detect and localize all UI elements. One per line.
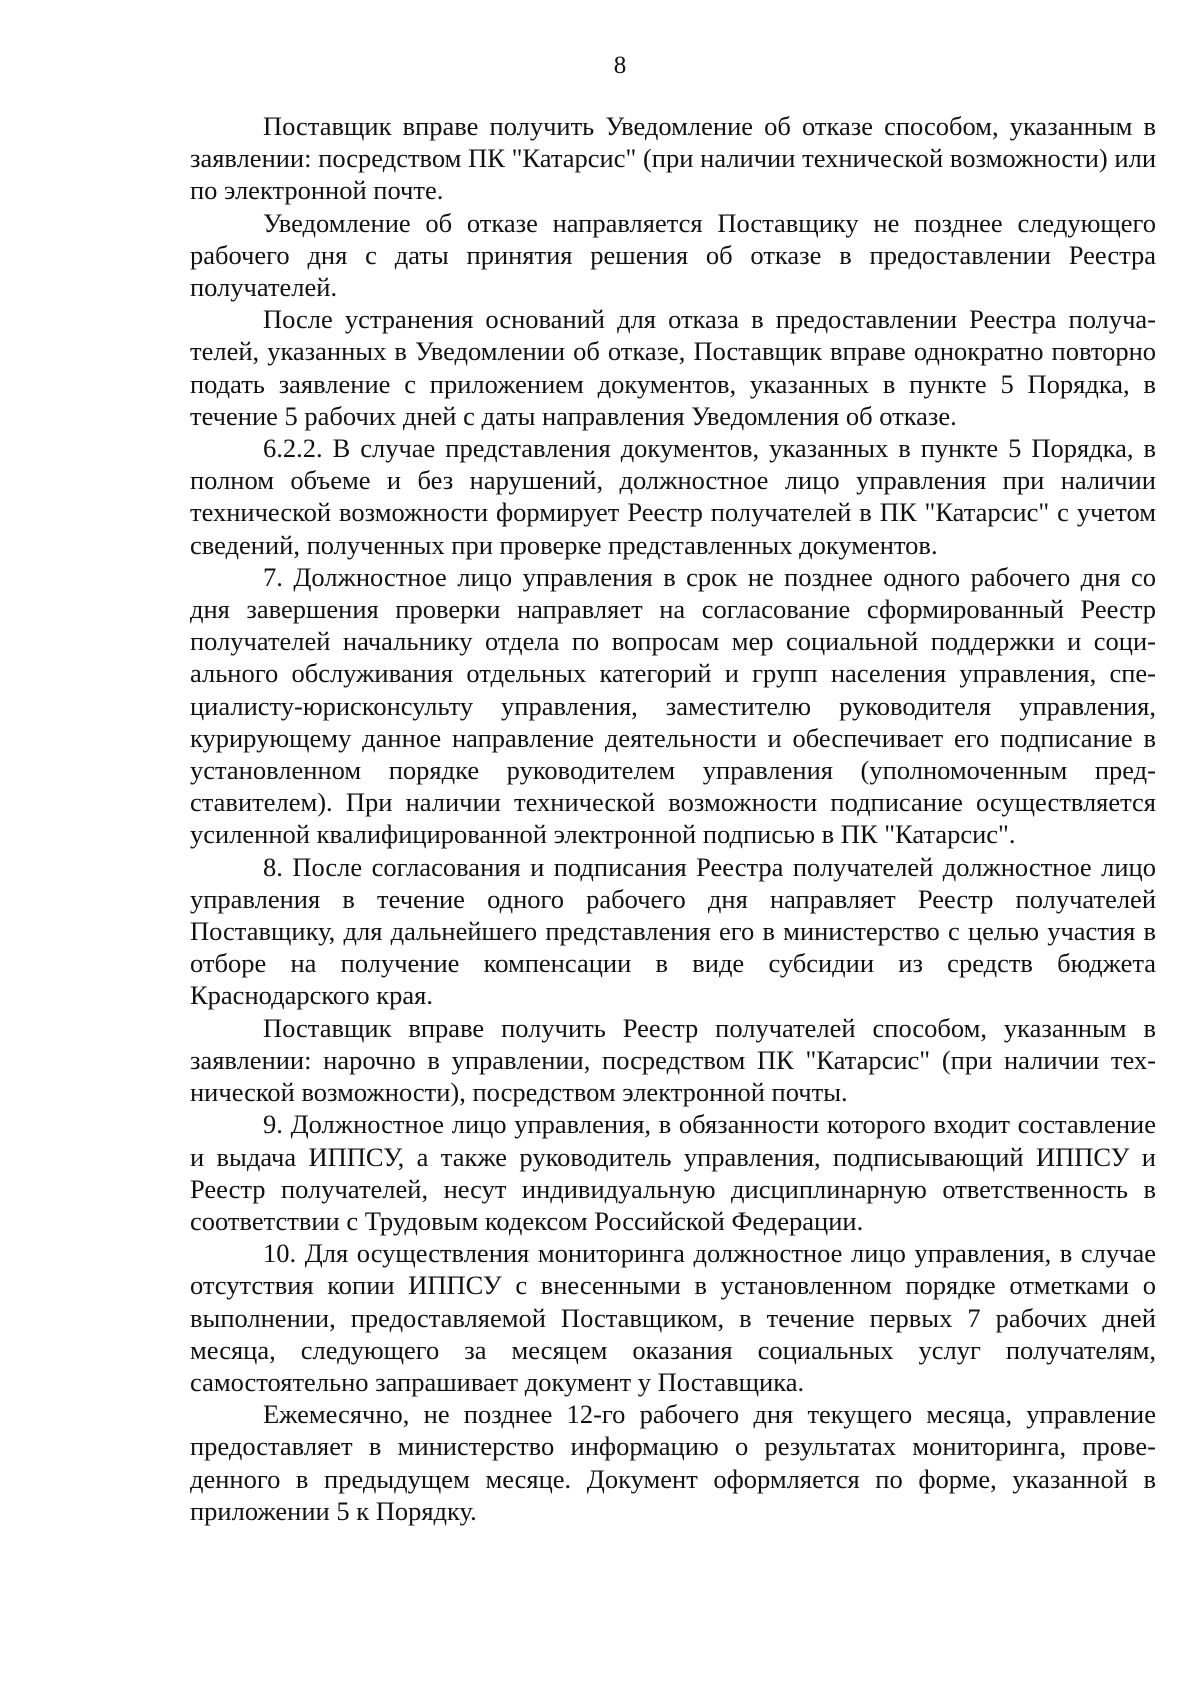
paragraph-registry-receipt-method: Поставщик вправе получить Реестр получателей способом, указанным в заявлении: нарочно в управлении, посредством ПК "Катарсис" (при наличии технической возможности), посредством электронной почты. [190, 1012, 1156, 1108]
document-body [190, 110, 1156, 1527]
paragraph-notification-deadline: Уведомление об отказе направляется Поставщику не позднее следующего рабочего дня с даты принятия решения об отказе в предоставлении Реестра получателей. [190, 207, 1156, 303]
paragraph-monthly-report: Ежемесячно, не позднее 12-го рабочего дня текущего месяца, управление предоставляет в министерство информацию о результатах мониторинга, проведенного в предыдущем месяце. Документ оформляется по форме, указанной в приложении 5 к Порядку. [190, 1399, 1156, 1526]
page-number: 8 [613, 52, 627, 79]
paragraph-9: 9. Должностное лицо управления, в обязанности которого входит составление и выдача ИППСУ, а также руководитель управления, подписывающий ИППСУ и Реестр получателей, несут индивидуальную дисциплинарную ответственность в соответствии с Трудовым кодексом Российской Федерации. [190, 1109, 1156, 1236]
paragraph-resubmission: После устранения оснований для отказа в предоставлении Реестра получателей, указанных в Уведомлении об отказе, Поставщик вправе однократно повторно подать заявление с приложением документов, указанных в пункте 5 Порядка, в течение 5 рабочих дней с даты направления Уведомления об отказе. [190, 304, 1156, 431]
paragraph-6-2-2: 6.2.2. В случае представления документов, указанных в пункте 5 Порядка, в полном объеме и без нарушений, должностное лицо управления при наличии технической возможности формирует Реестр получателей в ПК "Катарсис" с учетом сведений, полученных при проверке представленных документов. [190, 433, 1156, 560]
paragraph-10: 10. Для осуществления мониторинга должностное лицо управления, в случае отсутствия копии ИППСУ с внесенными в установленном порядке отметками о выполнении, предоставляемой Поставщиком, в течение первых 7 рабочих дней месяца, следующего за месяцем оказания социальных услуг получателям, самостоятельно запрашивает документ у Поставщика. [190, 1238, 1156, 1397]
paragraph-7: 7. Должностное лицо управления в срок не позднее одного рабочего дня со дня завершения проверки направляет на согласование сформированный Реестр получателей начальнику отдела по вопросам мер социальной поддержки и социального обслуживания отдельных категорий и групп населения управления, специалисту-юрисконсульту управления, заместителю руководителя управления, курирующему данное направление деятельности и обеспечивает его подписание в установленном порядке руководителем управления (уполномоченным представителем). При наличии технической возможности подписание осуществляется усиленной квалифицированной электронной подписью в ПК "Катарсис". [190, 561, 1156, 850]
paragraph-supplier-notification-method: Поставщик вправе получить Уведомление об отказе способом, указанным в заявлении: посредством ПК "Катарсис" (при наличии технической возможности) или по электронной почте. [190, 111, 1156, 206]
paragraph-8: 8. После согласования и подписания Реестра получателей должностное лицо управления в течение одного рабочего дня направляет Реестр получателей Поставщику, для дальнейшего представления его в министерство с целью участия в отборе на получение компенсации в виде субсидии из средств бюджета Краснодарского края. [190, 851, 1156, 1011]
